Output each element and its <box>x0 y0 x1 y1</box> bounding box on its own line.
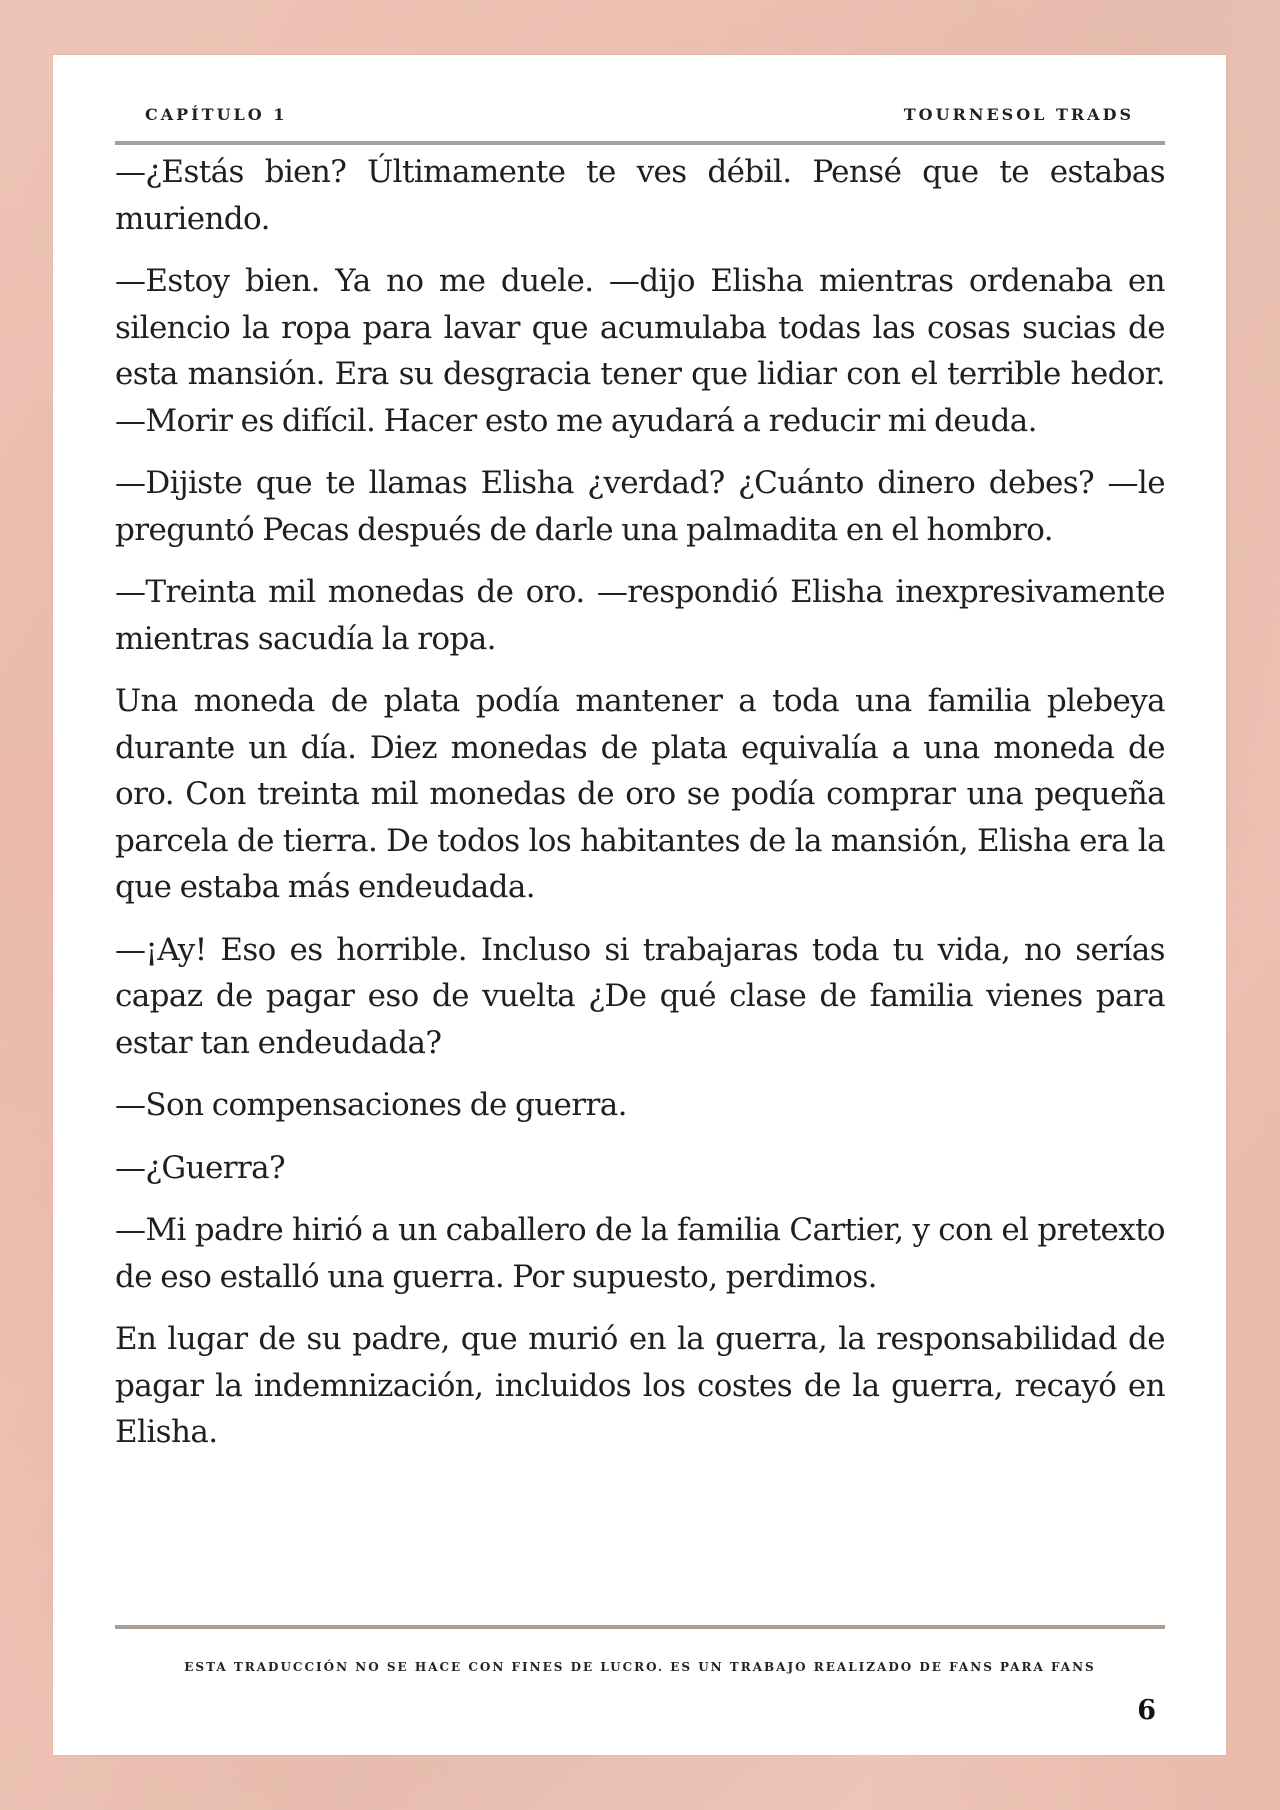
header-divider <box>115 141 1165 145</box>
chapter-label: CAPÍTULO 1 <box>145 105 288 124</box>
paragraph: —¡Ay! Eso es horrible. Incluso si trabajaras toda tu vida, no serías capaz de pagar eso de vuelta ¿De qué clase de familia vienes para estar tan endeudada? <box>115 931 1165 1061</box>
paragraph: —Son compensaciones de guerra. <box>115 1087 627 1123</box>
book-page <box>53 55 1226 1755</box>
paragraph: —Dijiste que te llamas Elisha ¿verdad? ¿Cuánto dinero debes? —le preguntó Pecas después de darle una palmadita en el hombro. <box>115 465 1165 548</box>
running-header <box>128 105 1151 145</box>
translator-credit: TOURNESOL TRADS <box>903 105 1134 124</box>
paragraph: Una moneda de plata podía mantener a toda una familia plebeya durante un día. Diez monedas de plata equivalía a una moneda de oro. Con treinta mil monedas de oro se podía comprar una pequeña parcela de tierra. De todos los habitantes de la mansión, Elisha era la que estaba más endeudada. <box>115 683 1165 905</box>
paragraph: —Mi padre hirió a un caballero de la familia Cartier, y con el pretexto de eso estalló una guerra. Por supuesto, perdimos. <box>115 1212 1165 1295</box>
paragraph: —¿Guerra? <box>115 1149 286 1186</box>
paragraph: En lugar de su padre, que murió en la guerra, la responsabilidad de pagar la indemnización, incluidos los costes de la guerra, recayó en Elisha. <box>115 1321 1165 1450</box>
footer-divider <box>115 1625 1165 1629</box>
page-body <box>115 149 1165 1472</box>
page-number: 6 <box>1137 1695 1156 1726</box>
footer-disclaimer: ESTA TRADUCCIÓN NO SE HACE CON FINES DE LUCRO. ES UN TRABAJO REALIZADO DE FANS PARA FANS <box>184 1660 1096 1674</box>
paragraph: —Treinta mil monedas de oro. —respondió Elisha inexpresivamente mientras sacudía la ropa. <box>115 574 1165 657</box>
paragraph: —¿Estás bien? Últimamente te ves débil. Pensé que te estabas muriendo. <box>115 154 1165 237</box>
paragraph: —Estoy bien. Ya no me duele. —dijo Elisha mientras ordenaba en silencio la ropa para lavar que acumulaba todas las cosas sucias de esta mansión. Era su desgracia tener que lidiar con el terrible hedor. —Morir es difícil. Hacer esto me ayudará a reducir mi deuda. <box>115 263 1165 439</box>
